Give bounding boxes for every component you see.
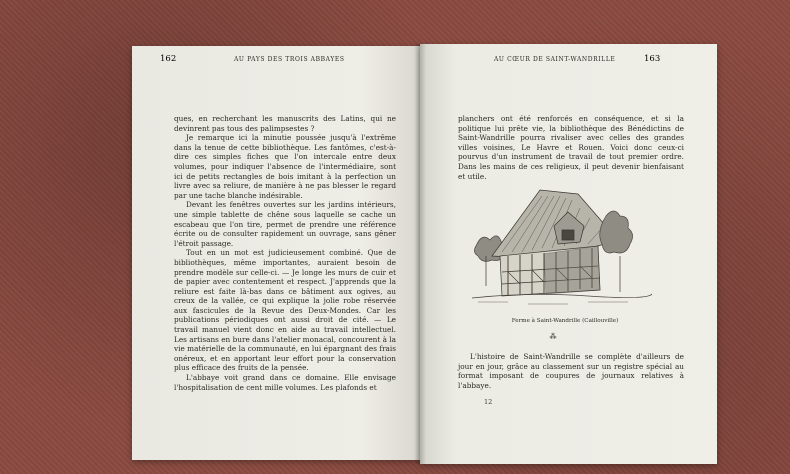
paragraph: L'histoire de Saint-Wandrille se complète d'ailleurs de jour en jour, grâce au classement sur un registre spécial au format imposant de coupures de journaux relatives à l'abbaye. [458,352,684,390]
paragraph: Devant les fenêtres ouvertes sur les jardins intérieurs, une simple tablette de chêne sous laquelle se cache un escabeau que l'on tire, permet de prendre une référence écrite ou de consulter rapidement un ouvrage, sans gêner l'étroit passage. [174,200,396,248]
left-running-head: AU PAYS DES TROIS ABBAYES [234,56,345,63]
right-page-text-top [458,114,684,184]
right-page-text-bottom [458,352,684,396]
signature-mark: 12 [484,398,493,406]
ornament-glyph: ⁂ [549,333,557,341]
book-gutter [414,44,426,464]
paragraph: Je remarque ici la minutie poussée jusqu'à l'extrême dans la tenue de cette bibliothèque. Les fantômes, c'est-à-dire ces simples fiches que l'on intercale entre deux volumes, pour indiquer l'absence de l'intermédiaire, sont ici de petits rectangles de bois imitant à la perfection un livre avec sa reliure, de manière à ne pas blesser le regard par une tache blanche indésirable. [174,133,396,200]
figure-caption: Ferme à Saint-Wandrille (Caillouville) [511,318,619,324]
left-page-text [174,114,396,406]
right-page-number: 163 [644,54,661,64]
right-running-head: AU CŒUR DE SAINT-WANDRILLE [494,56,616,63]
farmhouse-illustration [468,186,654,310]
paragraph: Tout en un mot est judicieusement combiné. Que de bibliothèques, même importantes, auraient besoin de prendre modèle sur celle-ci. — Je longe les murs de cuir et de papier avec contentement et respect. J'apprends que la reliure est faite là-bas dans ce bâtiment aux ogives, au creux de la vallée, ce qui explique la jolie robe réservée aux fascicules de la Revue des Deux-Mondes. Car les publications périodiques ont aussi droit de cité. — Le travail manuel vient donc en aide au travail intellectuel. Les artisans en bure dans l'atelier monacal, concourent à la vie matérielle de la communauté, en lui épargnant des frais onéreux, et en apportant leur effort pour la conservation plus efficace des fruits de la pensée. [174,248,396,373]
paragraph: L'abbaye voit grand dans ce domaine. Elle envisage l'hospitalisation de cent mille volumes. Les plafonds et [174,373,396,392]
paragraph: planchers ont été renforcés en conséquence, et si la politique lui prête vie, la bibliothèque des Bénédictins de Saint-Wandrille pourra rivaliser avec celles des grandes villes voisines, Le Havre et Rouen. Voici donc ceux-ci pourvus d'un instrument de travail de tout premier ordre. Dans les mains de ces religieux, il peut devenir bienfaisant et utile. [458,114,684,181]
left-page-number: 162 [160,54,177,64]
paragraph: ques, en recherchant les manuscrits des Latins, qui ne devinrent pas tous des palimpsestes ? [174,114,396,133]
